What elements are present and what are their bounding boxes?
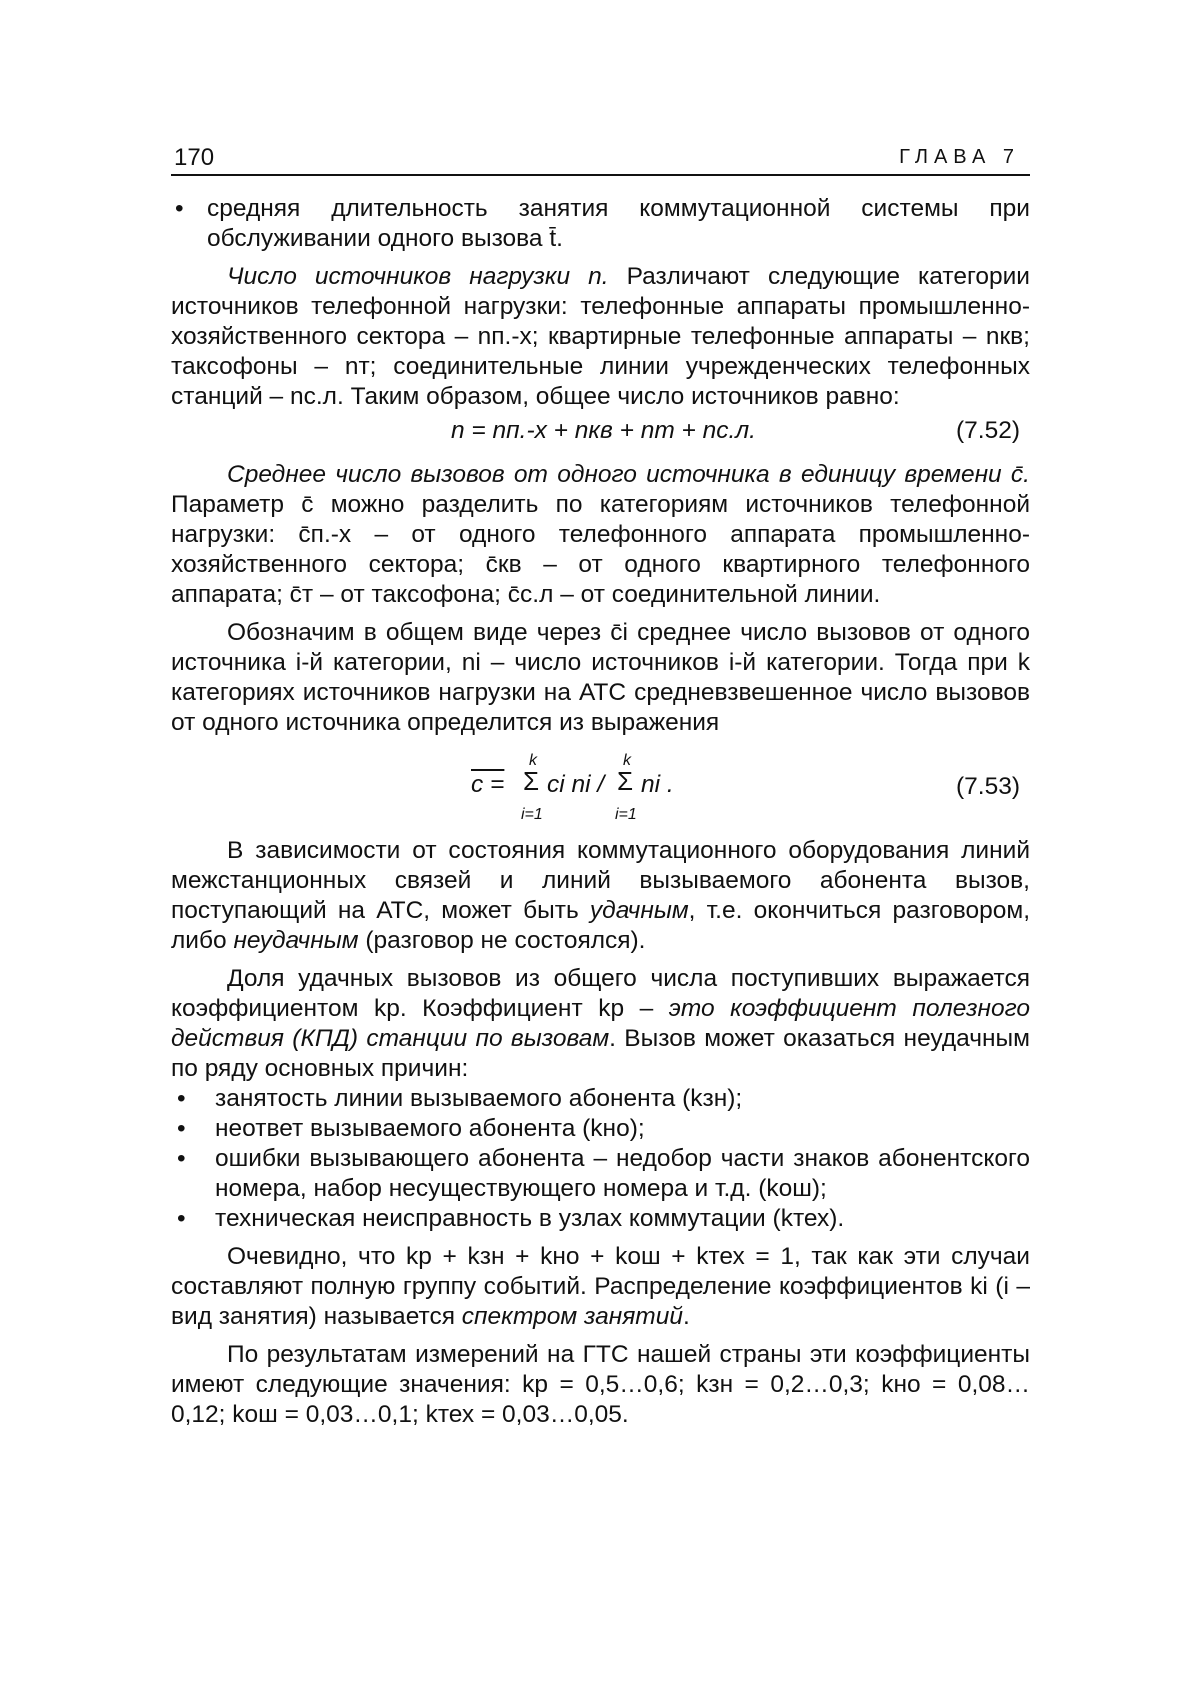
- paragraph-weighted: Обозначим в общем виде через c̄i среднее число вызовов от одного источника i-й категории, ni – число источников i-й категории. Тогда при k категориях источников нагрузки на АТС средневзвешенное число вызовов от одного источника определится из выражения: [171, 619, 1030, 736]
- paragraph-avg-calls: [171, 460, 1030, 610]
- text-span: . Вызов может оказаться неудачным по ряду основных причин:: [171, 1025, 1030, 1082]
- list-item: • неответ вызываемого абонента (kно);: [171, 1114, 1030, 1144]
- sum-lower-limit: i=1: [521, 806, 543, 823]
- paragraph-measurements: По результатам измерений на ГТС нашей страны эти коэффициенты имеют следующие значения: kр = 0,5…0,6; kзн = 0,2…0,3; kно = 0,08…0,12; kош = 0,03…0,1; kтех = 0,03…0,05.: [171, 1341, 1030, 1428]
- text-span: Доля удачных вызовов из общего числа поступивших выражается коэффициентом kр. Коэффициент kр –: [171, 965, 1030, 1022]
- term-spectrum: спектром занятий: [461, 1303, 683, 1330]
- list-item: • занятость линии вызываемого абонента (kзн);: [171, 1084, 1030, 1114]
- term-successful: удачным: [589, 897, 689, 924]
- formula-expression: n = nп.-х + nкв + nт + nс.л.: [451, 417, 756, 444]
- text-span: Очевидно, что kр + kзн + kно + kош + kтех = 1, так как эти случаи составляют полную группу событий. Распределение коэффициентов ki (i – вид занятия) называется: [171, 1243, 1030, 1330]
- sum-upper-limit: k: [623, 752, 631, 769]
- formula-lhs: c =: [471, 771, 505, 798]
- page-body: [171, 194, 1030, 1430]
- text-span: (разговор не состоялся).: [358, 927, 646, 954]
- sum-body: ni .: [641, 771, 674, 798]
- chapter-title: ГЛАВА 7: [899, 146, 1020, 168]
- paragraph-efficiency: [171, 964, 1030, 1084]
- formula-number: (7.53): [955, 773, 1020, 800]
- paragraph-text: Параметр c̄ можно разделить по категориям источников телефонной нагрузки: c̄п.-х – от одного телефонного аппарата промышленно-хозяйственного сектора; c̄кв – от одного квартирного телефонного аппарата; c̄т – от таксофона; c̄с.л – от соединительной линии.: [171, 491, 1030, 608]
- sum-upper-limit: k: [529, 752, 537, 769]
- paragraph-text: Различают следующие категории источников телефонной нагрузки: телефонные аппараты промышленно-хозяйственного сектора – nп.-х; квартирные телефонные аппараты – nкв; таксофоны – nт; соединительные линии учрежденческих телефонных станций – nс.л. Таким образом, общее число источников равно:: [171, 263, 1030, 410]
- text-span: .: [682, 1303, 690, 1330]
- formula-7-52: [171, 412, 1030, 452]
- term-avg-calls: Среднее число вызовов от одного источника в единицу времени c̄.: [227, 461, 1030, 488]
- text-span: В зависимости от состояния коммутационного оборудования линий межстанционных связей и линий вызываемого абонента вызов, поступающий на АТС, может быть: [171, 837, 1030, 924]
- list-item: • ошибки вызывающего абонента – недобор части знаков абонентского номера, набор несуществующего номера и т.д. (kош);: [171, 1144, 1030, 1204]
- paragraph-sources: [171, 262, 1030, 412]
- page-number: 170: [174, 144, 215, 171]
- formula-expression: [471, 742, 831, 828]
- paragraph-call-outcome: [171, 836, 1030, 956]
- bullet-list-causes: [171, 1084, 1030, 1234]
- paragraph-spectrum: [171, 1242, 1030, 1332]
- running-header: [171, 140, 1030, 176]
- sum-body: ci ni /: [547, 771, 605, 798]
- term-unsuccessful: неудачным: [233, 927, 359, 954]
- formula-7-53: [171, 742, 1030, 828]
- page: [171, 140, 1030, 1430]
- term-efficiency: это коэффициент полезного действия (КПД) станции по вызовам: [171, 995, 1031, 1052]
- text-span: , т.е. окончиться разговором, либо: [171, 897, 1031, 954]
- list-item: • средняя длительность занятия коммутационной системы при обслуживании одного вызова t̄.: [171, 194, 1030, 254]
- list-item: • техническая неисправность в узлах коммутации (kтех).: [171, 1204, 1030, 1234]
- formula-number: (7.52): [955, 417, 1020, 444]
- sigma-symbol: Σ: [617, 766, 634, 796]
- term-sources: Число источников нагрузки n.: [227, 263, 609, 290]
- sigma-symbol: Σ: [523, 766, 540, 796]
- bullet-list-top: [171, 194, 1030, 254]
- sum-lower-limit: i=1: [615, 806, 637, 823]
